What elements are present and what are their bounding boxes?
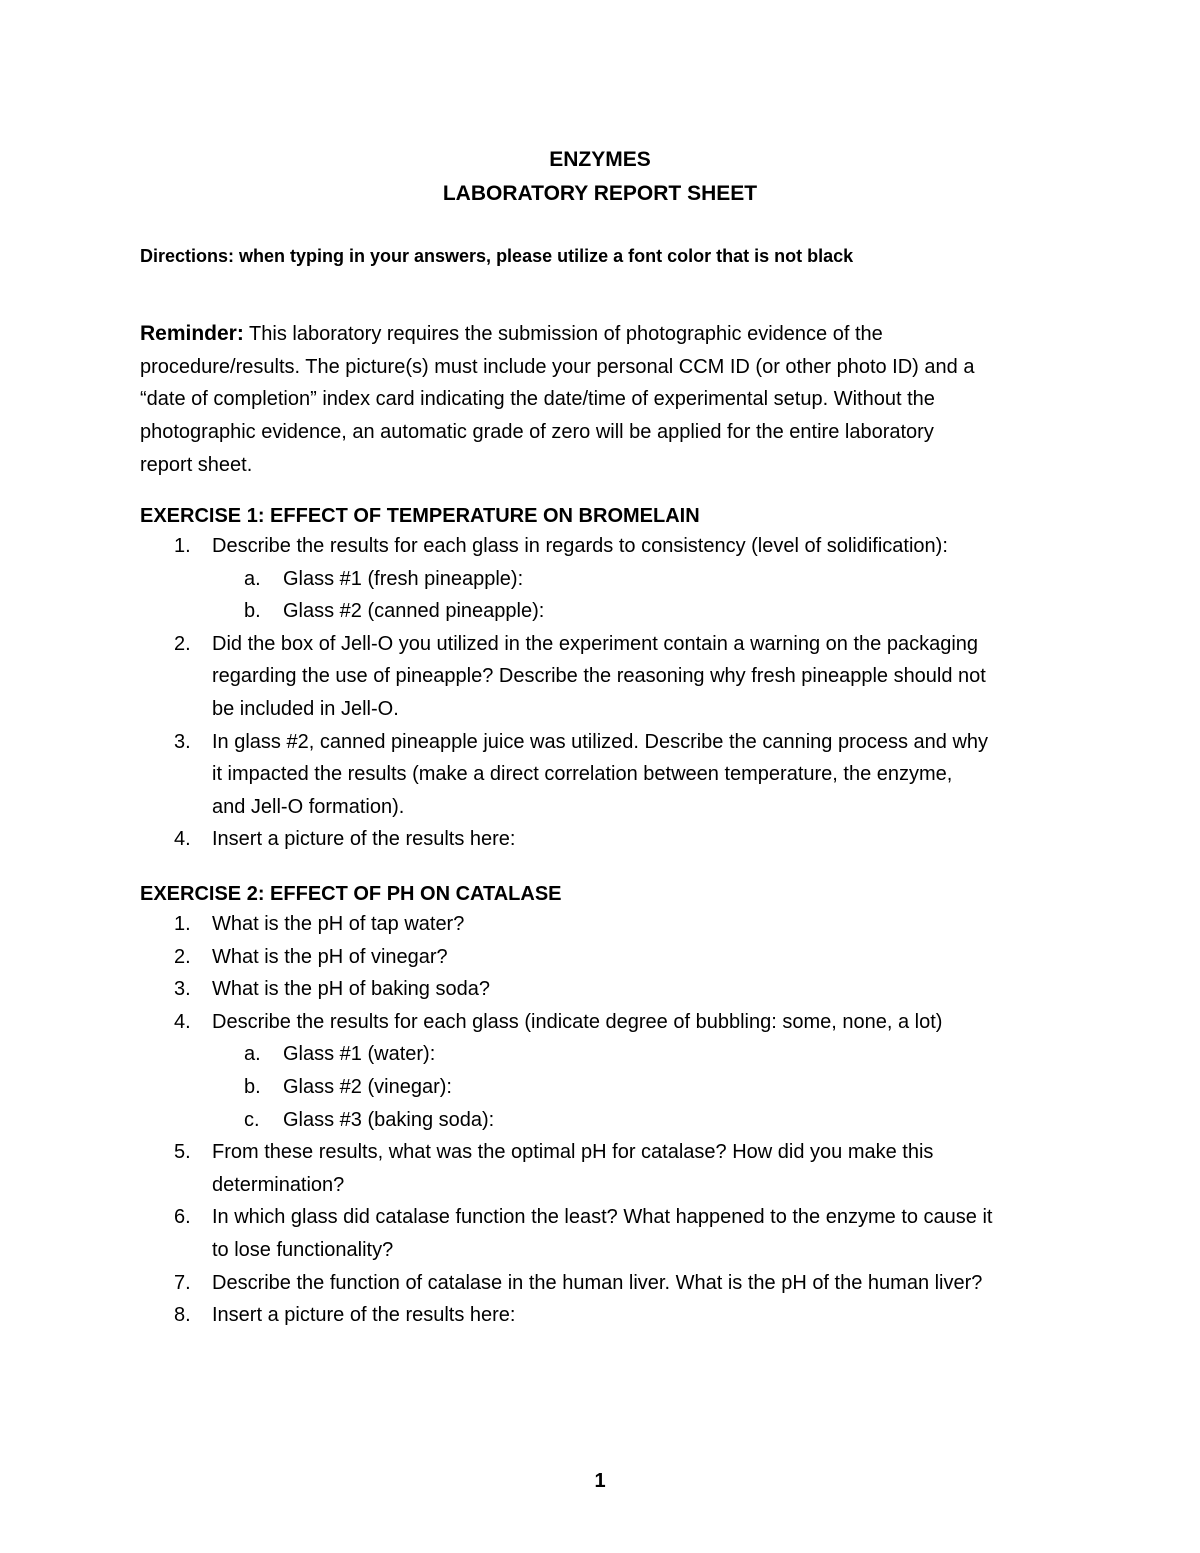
reminder-text: This laboratory requires the submission of photographic evidence of the [243, 323, 883, 345]
sub-question-text: Glass #3 (baking soda): [283, 1108, 495, 1131]
question-text: it impacted the results (make a direct correlation between temperature, the enzyme, [212, 763, 953, 786]
exercise-1-questions [140, 530, 1100, 856]
question-continuation [140, 758, 1100, 791]
exercise-1-heading: EXERCISE 1: EFFECT OF TEMPERATURE ON BROMELAIN [140, 505, 700, 527]
question-number: 4. [174, 828, 191, 851]
question-text: What is the pH of vinegar? [212, 945, 448, 968]
question-continuation [140, 1169, 1100, 1202]
sub-question-letter: b. [244, 600, 261, 623]
question-row [140, 1136, 1100, 1169]
reminder-line-5: report sheet. [140, 453, 253, 476]
question-number: 1. [174, 535, 191, 557]
question-text: Did the box of Jell-O you utilized in the experiment contain a warning on the packaging [212, 632, 979, 655]
question-number: 3. [174, 978, 191, 1001]
exercise-2-heading: EXERCISE 2: EFFECT OF PH ON CATALASE [140, 883, 562, 905]
question-number: 6. [174, 1206, 191, 1229]
sub-question-letter: a. [244, 1043, 261, 1066]
question-row [140, 530, 1100, 563]
page-number: 1 [594, 1470, 606, 1492]
question-number: 8. [174, 1304, 191, 1327]
question-number: 1. [174, 913, 191, 935]
question-text: Describe the results for each glass in regards to consistency (level of solidification): [212, 535, 948, 557]
sub-question-text: Glass #1 (fresh pineapple): [283, 567, 524, 590]
question-number: 2. [174, 632, 191, 655]
question-row [140, 628, 1100, 661]
question-text: Insert a picture of the results here: [212, 828, 516, 851]
question-text: Insert a picture of the results here: [212, 1304, 516, 1327]
question-number: 7. [174, 1271, 191, 1294]
reminder-paragraph [140, 318, 1100, 482]
sub-question-text: Glass #2 (canned pineapple): [283, 600, 545, 623]
question-number: 4. [174, 1010, 191, 1033]
question-row [140, 908, 1100, 941]
document-title: ENZYMES [549, 148, 651, 171]
question-row [140, 1267, 1100, 1300]
reminder-line-3: “date of completion” index card indicating the date/time of experimental setup. Without the [140, 388, 935, 411]
sub-question-row [140, 563, 1100, 596]
question-row [140, 726, 1100, 759]
question-continuation [140, 1234, 1100, 1267]
question-continuation [140, 693, 1100, 726]
question-row [140, 941, 1100, 974]
sub-question-letter: a. [244, 567, 261, 590]
question-text: determination? [212, 1173, 345, 1196]
question-text: In glass #2, canned pineapple juice was utilized. Describe the canning process and why [212, 730, 989, 753]
reminder-line-1 [140, 318, 1100, 351]
exercise-2-questions [140, 908, 1100, 1332]
question-row [140, 1006, 1100, 1039]
question-row [140, 1299, 1100, 1332]
question-row [140, 973, 1100, 1006]
sub-question-row [140, 595, 1100, 628]
question-number: 3. [174, 730, 191, 753]
question-text: What is the pH of tap water? [212, 913, 465, 935]
question-continuation [140, 660, 1100, 693]
question-text: Describe the function of catalase in the human liver. What is the pH of the human liver? [212, 1271, 983, 1294]
question-number: 2. [174, 945, 191, 968]
question-continuation [140, 791, 1100, 824]
question-text: Describe the results for each glass (indicate degree of bubbling: some, none, a lot) [212, 1010, 943, 1033]
question-number: 5. [174, 1141, 191, 1164]
question-text: and Jell-O formation). [212, 795, 405, 818]
sub-question-text: Glass #2 (vinegar): [283, 1075, 452, 1098]
question-text: In which glass did catalase function the least? What happened to the enzyme to cause it [212, 1206, 993, 1229]
sub-question-letter: c. [244, 1108, 260, 1131]
question-row [140, 823, 1100, 856]
reminder-line-4: photographic evidence, an automatic grade of zero will be applied for the entire laboratory [140, 421, 934, 444]
question-text: to lose functionality? [212, 1238, 394, 1261]
sub-question-row [140, 1104, 1100, 1137]
sub-question-row [140, 1038, 1100, 1071]
directions-text: Directions: when typing in your answers, please utilize a font color that is not black [140, 246, 854, 266]
question-text: What is the pH of baking soda? [212, 978, 490, 1001]
reminder-label: Reminder: [140, 322, 244, 345]
sub-question-text: Glass #1 (water): [283, 1043, 436, 1066]
sub-question-letter: b. [244, 1075, 261, 1098]
question-text: From these results, what was the optimal pH for catalase? How did you make this [212, 1141, 934, 1164]
question-text: regarding the use of pineapple? Describe the reasoning why fresh pineapple should not [212, 665, 986, 688]
document-subtitle: LABORATORY REPORT SHEET [442, 182, 758, 205]
reminder-line-2: procedure/results. The picture(s) must include your personal CCM ID (or other photo ID) and a [140, 355, 975, 378]
question-row [140, 1201, 1100, 1234]
sub-question-row [140, 1071, 1100, 1104]
question-text: be included in Jell-O. [212, 697, 399, 720]
